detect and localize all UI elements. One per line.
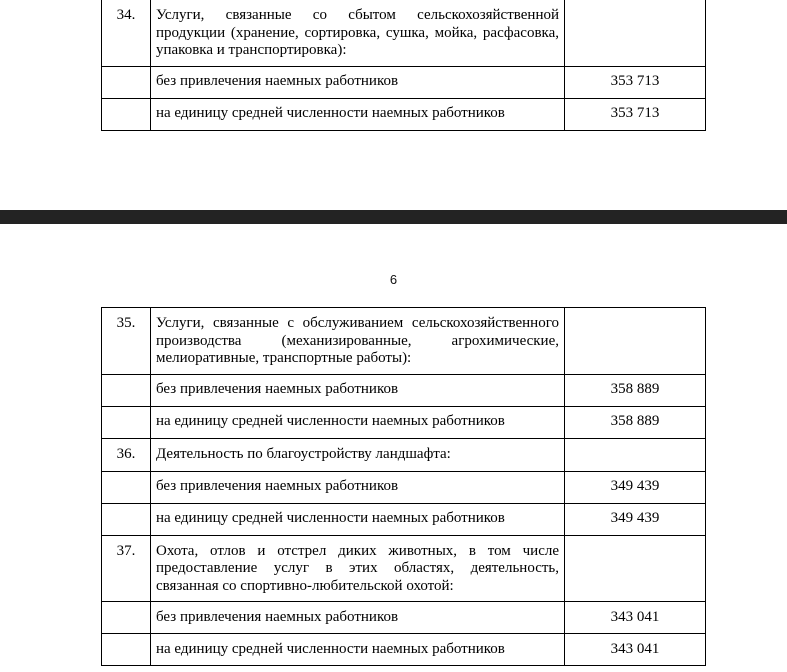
- amount-value: 343 041: [565, 634, 706, 666]
- activity-title: Деятельность по благоустройству ландшафта:: [151, 438, 565, 471]
- row-number: 35.: [102, 308, 151, 375]
- row-number-empty: [102, 471, 151, 503]
- table-row-34-per-unit: [102, 98, 706, 130]
- row-number-empty: [102, 503, 151, 535]
- table-row-37-per-unit: [102, 634, 706, 666]
- table-row-35-no-hired: [102, 374, 706, 406]
- page-separator: [0, 210, 787, 224]
- document-page-top: [0, 0, 787, 210]
- page-number: 6: [389, 272, 398, 287]
- amount-value: 343 041: [565, 602, 706, 634]
- row-number-empty: [102, 602, 151, 634]
- row-number: 34.: [102, 0, 151, 66]
- table-row-36-per-unit: [102, 503, 706, 535]
- table-row-35-per-unit: [102, 406, 706, 438]
- value-cell-empty: [565, 438, 706, 471]
- sub-label: без привлечения наемных работников: [151, 602, 565, 634]
- table-row-35-header: [102, 308, 706, 375]
- table-row-34-header: [102, 0, 706, 66]
- table-row-36-no-hired: [102, 471, 706, 503]
- table-row-36-header: [102, 438, 706, 471]
- amount-value: 358 889: [565, 406, 706, 438]
- activity-title: Охота, отлов и отстрел диких животных, в том числе предоставление услуг в этих областях, деятельность, связанная со спортивно-любительской охотой:: [151, 535, 565, 602]
- amount-value: 349 439: [565, 471, 706, 503]
- sub-label: без привлечения наемных работников: [151, 471, 565, 503]
- value-cell-empty: [565, 0, 706, 66]
- sub-label: на единицу средней численности наемных работников: [151, 503, 565, 535]
- row-number-empty: [102, 98, 151, 130]
- amount-value: 349 439: [565, 503, 706, 535]
- table-row-34-no-hired: [102, 66, 706, 98]
- activity-title: Услуги, связанные со сбытом сельскохозяйственной продукции (хранение, сортировка, сушка, мойка, расфасовка, упаковка и транспортировка):: [151, 0, 565, 66]
- sub-label: на единицу средней численности наемных работников: [151, 98, 565, 130]
- tariff-table-top: [101, 0, 706, 131]
- value-cell-empty: [565, 308, 706, 375]
- row-number-empty: [102, 634, 151, 666]
- amount-value: 353 713: [565, 98, 706, 130]
- table-row-37-no-hired: [102, 602, 706, 634]
- amount-value: 353 713: [565, 66, 706, 98]
- row-number-empty: [102, 406, 151, 438]
- amount-value: 358 889: [565, 374, 706, 406]
- row-number: 37.: [102, 535, 151, 602]
- row-number-empty: [102, 374, 151, 406]
- tariff-table-bottom: [101, 307, 706, 666]
- row-number-empty: [102, 66, 151, 98]
- table-row-37-header: [102, 535, 706, 602]
- activity-title: Услуги, связанные с обслуживанием сельскохозяйственного производства (механизированные, агрохимические, мелиоративные, транспортные работы):: [151, 308, 565, 375]
- row-number: 36.: [102, 438, 151, 471]
- value-cell-empty: [565, 535, 706, 602]
- sub-label: на единицу средней численности наемных работников: [151, 634, 565, 666]
- sub-label: на единицу средней численности наемных работников: [151, 406, 565, 438]
- sub-label: без привлечения наемных работников: [151, 66, 565, 98]
- sub-label: без привлечения наемных работников: [151, 374, 565, 406]
